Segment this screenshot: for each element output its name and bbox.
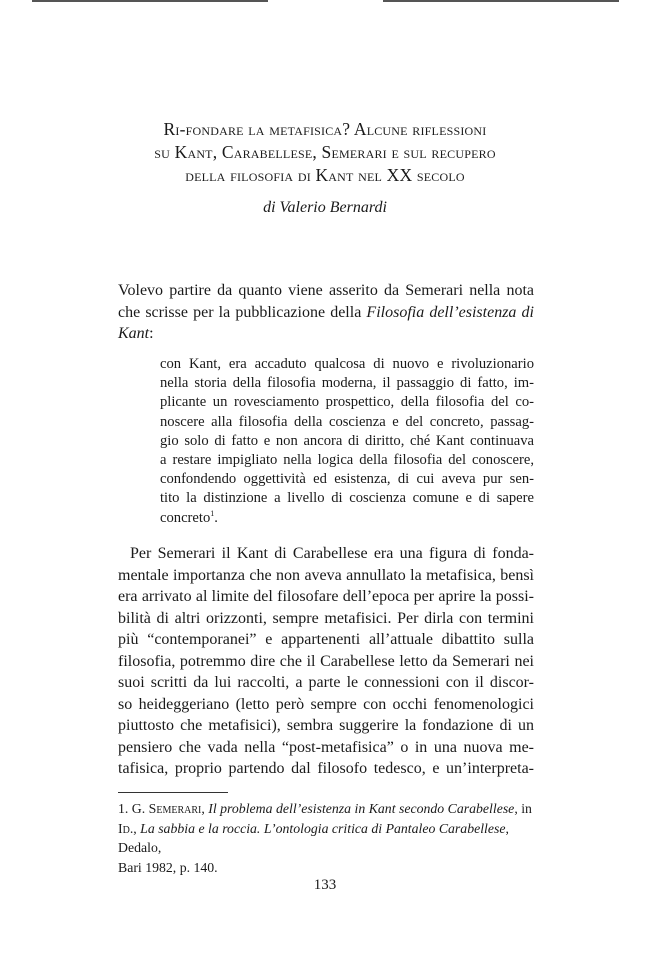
footnote-number: 1. G. <box>118 801 149 816</box>
text-span: . <box>214 509 218 526</box>
footnote-ibid: Id. <box>118 820 134 836</box>
quote-line: gio solo di fatto e non ancora di diritto, ché Kant continuava <box>160 432 534 449</box>
footnote <box>118 799 534 877</box>
footnote-line: Bari 1982, p. 140. <box>118 859 218 875</box>
title-line: Ri-fondare la metafisica? Alcune riflessioni <box>163 119 487 139</box>
text-span: , <box>133 820 141 836</box>
text-line: Per Semerari il Kant di Carabellese era una figura di fonda- <box>130 545 534 562</box>
text-span: che scrisse per la pubblicazione della <box>118 303 367 321</box>
text-span: , <box>201 801 209 816</box>
body-paragraph <box>118 543 534 780</box>
text-line: pensiero che vada nella “post-metafisica” o in una nuova me- <box>118 738 534 756</box>
text-line: so heideggeriano (letto però sempre con occhi fenomenologici <box>118 695 534 713</box>
footnote-title: Il problema dell’esistenza in Kant secondo Carabellese <box>208 801 515 816</box>
footnote-author: Semerari <box>148 801 202 816</box>
chapter-title <box>90 118 560 187</box>
text-line <box>118 302 534 324</box>
top-rule-right <box>383 0 619 2</box>
block-quote <box>160 355 534 528</box>
text-line: suoi scritti da lui raccolti, a parte le connessioni con il discor- <box>118 674 534 691</box>
footnote-line <box>118 799 534 819</box>
footnote-title: La sabbia e la roccia. L’ontologia critica di Pantaleo Carabellese <box>140 820 506 836</box>
book-title-cont: Kant <box>118 325 150 342</box>
text-span: concreto <box>160 509 211 526</box>
page-number: 133 <box>313 877 337 893</box>
text-line: piuttosto che metafisici), sembra suggerire la fondazione di un <box>118 717 534 734</box>
text-span: : <box>149 325 154 342</box>
author-byline: di Valerio Bernardi <box>263 199 387 216</box>
text-line: tafisica, proprio partendo dal filosofo tedesco, e un’interpreta- <box>118 760 534 777</box>
quote-line: a restare impigliato nella logica della filosofia del conoscere, <box>160 452 534 469</box>
intro-paragraph <box>118 280 534 345</box>
text-line: più “contemporanei” e appartenenti all’attuale dibattito sulla <box>118 631 534 648</box>
quote-line: confondendo oggettività ed esistenza, di cui aveva pur sen- <box>160 471 534 488</box>
text-line <box>118 323 534 345</box>
text-line: Volevo partire da quanto viene asserito da Semerari nella nota <box>118 282 534 299</box>
quote-line: noscere alla filosofia della coscienza e del concreto, passag- <box>160 413 534 430</box>
footnote-marker[interactable]: 1 <box>210 508 215 518</box>
quote-line: con Kant, era accaduto qualcosa di nuovo e rivoluzionario <box>160 356 534 372</box>
quote-line <box>160 509 534 528</box>
text-line: bilità di altri orizzonti, sempre metafisici. Per dirla con termini <box>118 609 534 627</box>
book-title: Filosofia dell’esistenza di <box>366 303 534 321</box>
footnote-line <box>118 819 534 858</box>
text-line: era arrivato al limite del filosofare dell’epoca per aprire la possi- <box>118 588 534 605</box>
text-line: mentale importanza che non aveva annullato la metafisica, bensì <box>118 566 534 584</box>
quote-line: tito la distinzione a livello di coscienza comune e di sapere <box>160 490 534 507</box>
footnote-publisher: , Dedalo, <box>118 820 509 855</box>
text-span: , in <box>514 801 532 816</box>
footnote-separator <box>118 792 228 793</box>
top-rule-left <box>32 0 268 2</box>
text-line: filosofia, potremmo dire che il Carabellese letto da Semerari nei <box>118 652 534 670</box>
quote-line: plicante un rovesciamento prospettico, della filosofia del co- <box>160 394 534 411</box>
quote-line: nella storia della filosofia moderna, il passaggio di fatto, im- <box>160 375 534 392</box>
title-line: su Kant, Carabellese, Semerari e sul recupero <box>154 142 496 162</box>
title-line: della filosofia di Kant nel XX secolo <box>185 165 465 185</box>
